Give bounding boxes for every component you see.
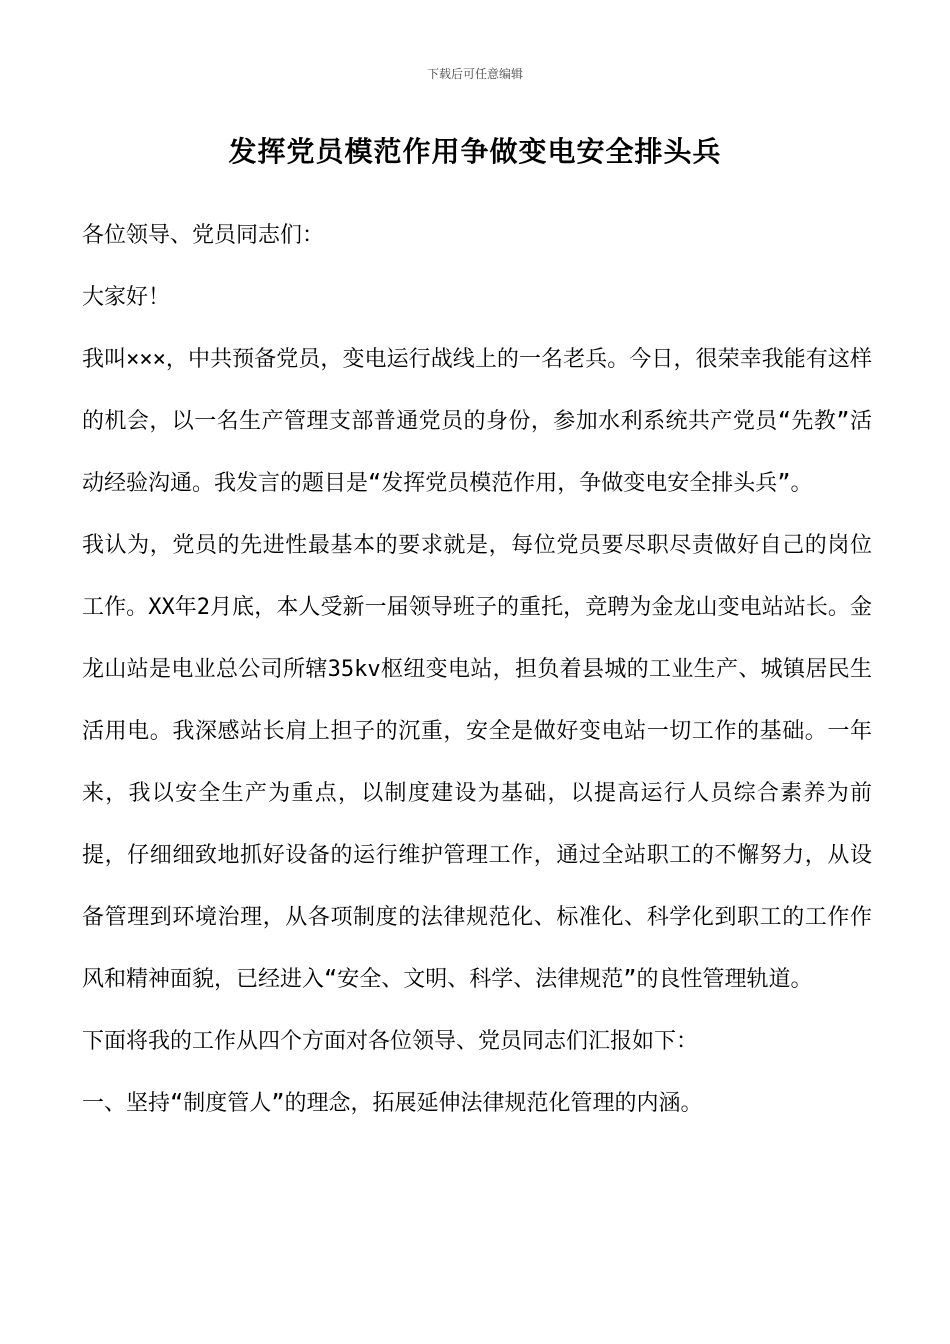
- report-intro-paragraph: 下面将我的工作从四个方面对各位领导、党员同志们汇报如下：: [82, 1029, 699, 1054]
- greeting-paragraph: 大家好！: [82, 285, 171, 310]
- salutation-paragraph: 各位领导、党员同志们：: [82, 223, 325, 248]
- page-header-note: 下载后可任意编辑: [426, 67, 523, 81]
- document-title: 发挥党员模范作用争做变电安全排头兵: [228, 135, 722, 168]
- main-paragraph: 我认为，党员的先进性最基本的要求就是，每位党员要尽职尽责做好自己的岗位工作。XX年2月底，本人受新一届领导班子的重托，竞聘为金龙山变电站站长。金龙山站是电业总公司所辖35kv枢纽变电站，担负着县城的工业生产、城镇居民生活用电。我深感站长肩上担子的沉重，安全是做好变电站一切工作的基础。一年来，我以安全生产为重点，以制度建设为基础，以提高运行人员综合素养为前提，仔细细致地抓好设备的运行维护管理工作，通过全站职工的不懈努力，从设备管理到环境治理，从各项制度的法律规范化、标准化、科学化到职工的工作作风和精神面貌，已经进入“安全、文明、科学、法律规范”的良性管理轨道。: [82, 533, 872, 992]
- section-heading-one: 一、坚持“制度管人”的理念，拓展延伸法律规范化管理的内涵。: [82, 1091, 703, 1116]
- introduction-paragraph: 我叫×××，中共预备党员，变电运行战线上的一名老兵。今日，很荣幸我能有这样的机会，以一名生产管理支部普通党员的身份，参加水利系统共产党员“先教”活动经验沟通。我发言的题目是“发挥党员模范作用，争做变电安全排头兵”。: [82, 347, 872, 496]
- document-body: [82, 205, 872, 1135]
